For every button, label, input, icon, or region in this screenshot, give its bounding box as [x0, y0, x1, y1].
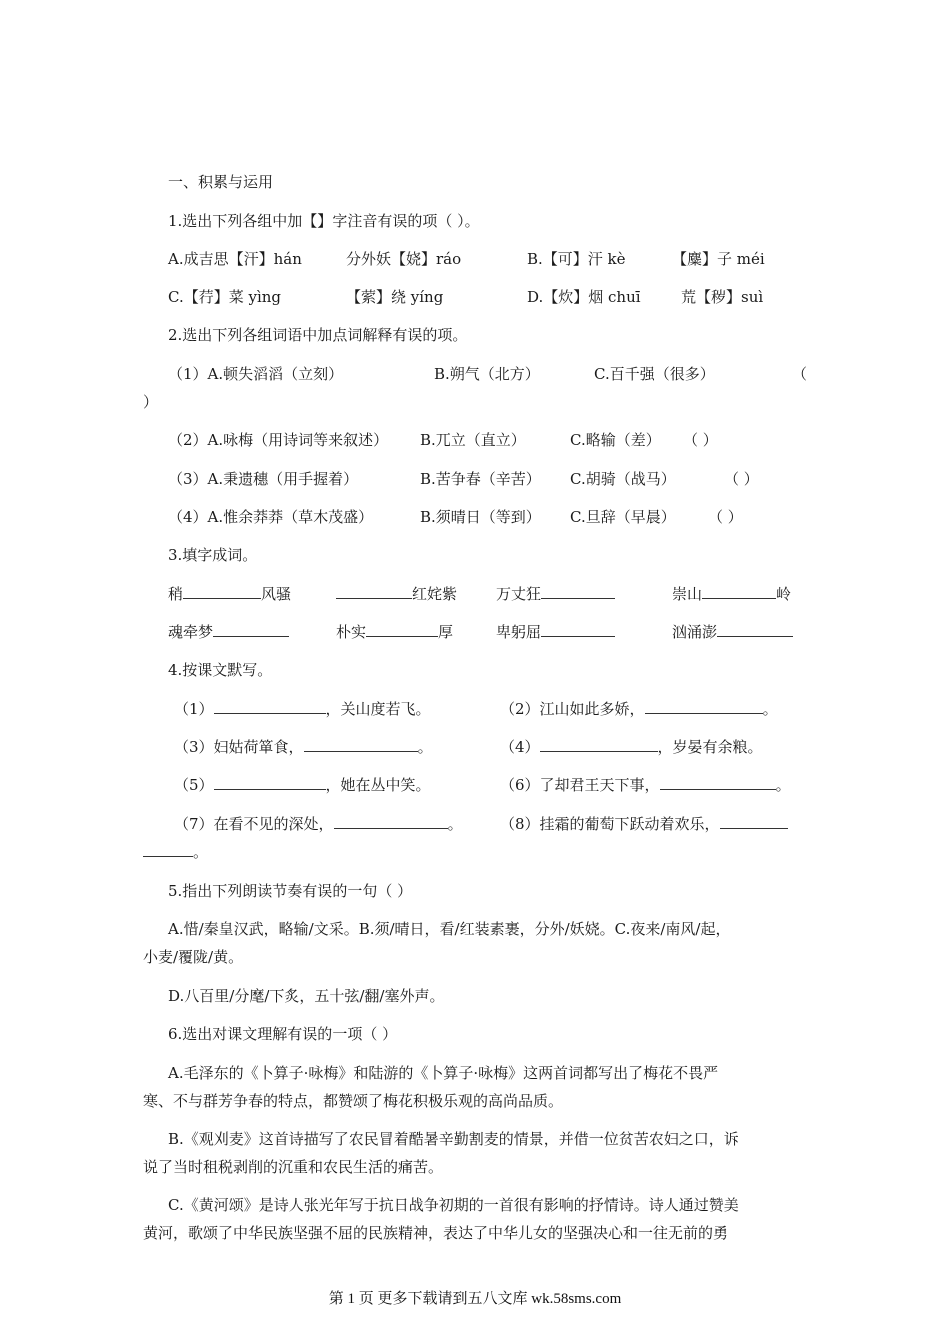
fill-blank[interactable] [645, 699, 763, 714]
q2-stem: 2.选出下列各组词语中加点词解释有误的项。 [168, 326, 468, 344]
q5-options-abc: A.惜/秦皇汉武，略输/文采。B.须/晴日，看/红装素裹，分外/妖娆。C.夜来/南风/起， [168, 920, 731, 938]
q2-g2-b: B.兀立（直立） [420, 431, 526, 449]
q1-option-d2: 荒【秽】suì [681, 288, 764, 306]
q4-item-7: （7）在看不见的深处， 。 [174, 815, 463, 833]
q4-item-2: （2）江山如此多娇， 。 [500, 700, 778, 718]
q3-word-1: 稍 风骚 [168, 585, 292, 603]
q1-option-b2: 【麋】子 méi [672, 250, 765, 268]
fill-blank[interactable] [366, 622, 438, 637]
q1-option-b1: B.【可】汗 kè [527, 250, 626, 268]
q2-g1-b: B.朔气（北方） [434, 365, 540, 383]
fill-blank[interactable] [541, 622, 615, 637]
fill-blank[interactable] [540, 737, 658, 752]
q4-stem: 4.按课文默写。 [168, 661, 273, 679]
q3-word-5: 魂牵梦 [168, 622, 289, 642]
page-footer: 第 1 页 更多下载请到五八文库 wk.58sms.com [328, 1291, 622, 1307]
q2-g2-c: C.略输（差） [570, 431, 661, 449]
q2-g1-paren-open: （ [792, 365, 808, 383]
q3-word-2: 红姹紫 [336, 584, 457, 604]
q6-option-b: B.《观刈麦》这首诗描写了农民冒着酷暑辛勤割麦的情景，并借一位贫苦农妇之口，诉 [168, 1130, 739, 1148]
q2-g3-a: （3）A.秉遗穗（用手握着） [168, 470, 359, 488]
fill-blank[interactable] [213, 622, 289, 637]
fill-blank[interactable] [334, 814, 448, 829]
fill-blank[interactable] [183, 584, 261, 599]
q2-g1-paren-close: ） [143, 393, 159, 411]
fill-blank[interactable] [336, 584, 412, 599]
q2-g3-c: C.胡骑（战马） [570, 470, 676, 488]
q2-g2-paren: （ ） [683, 431, 718, 449]
fill-blank[interactable] [717, 622, 793, 637]
q5-stem: 5.指出下列朗读节奏有误的一句（ ） [168, 882, 413, 900]
q3-word-7: 卑躬屈 [496, 622, 615, 642]
section-heading: 一、积累与运用 [168, 173, 274, 191]
q4-item-1: （1） ，关山度若飞。 [174, 700, 431, 718]
q2-g1-a: （1）A.顿失滔滔（立刻） [168, 365, 344, 383]
q3-word-3: 万丈狂 [496, 584, 615, 604]
q4-item-8-wrap: 。 [143, 842, 208, 862]
q2-g4-a: （4）A.惟余莽莽（草木茂盛） [168, 508, 374, 526]
q1-option-a2: 分外妖【娆】ráo [346, 250, 462, 268]
q3-word-8: 汹涌澎 [672, 622, 793, 642]
fill-blank[interactable] [214, 775, 326, 790]
q2-g2-a: （2）A.咏梅（用诗词等来叙述） [168, 431, 389, 449]
q6-option-c: C.《黄河颂》是诗人张光年写于抗日战争初期的一首很有影响的抒情诗。诗人通过赞美 [168, 1196, 739, 1214]
fill-blank[interactable] [702, 584, 776, 599]
q4-item-4: （4） ，岁晏有余粮。 [500, 738, 763, 756]
q6-option-a: A.毛泽东的《卜算子·咏梅》和陆游的《卜算子·咏梅》这两首词都写出了梅花不畏严 [168, 1064, 719, 1082]
q6-option-b-cont: 说了当时租税剥削的沉重和农民生活的痛苦。 [143, 1158, 444, 1176]
q4-item-8: （8）挂霜的葡萄下跃动着欢乐， [500, 814, 788, 834]
q4-item-6: （6）了却君王天下事， 。 [500, 776, 791, 794]
q6-stem: 6.选出对课文理解有误的一项（ ） [168, 1025, 398, 1043]
q1-option-c1: C.【荇】菜 yìng [168, 288, 282, 306]
fill-blank[interactable] [541, 584, 615, 599]
fill-blank[interactable] [143, 842, 193, 857]
q2-g4-b: B.须晴日（等到） [420, 508, 541, 526]
fill-blank[interactable] [660, 775, 776, 790]
q5-option-d: D.八百里/分麾/下炙，五十弦/翻/塞外声。 [168, 987, 445, 1005]
q2-g4-c: C.旦辞（早晨） [570, 508, 676, 526]
q1-option-d1: D.【炊】烟 chuī [527, 288, 641, 306]
q3-stem: 3.填字成词。 [168, 546, 258, 564]
q4-item-5: （5） ，她在丛中笑。 [174, 776, 431, 794]
q2-g3-b: B.苦争春（辛苦） [420, 470, 541, 488]
q4-item-3: （3）妇姑荷箪食， 。 [174, 738, 433, 756]
q1-stem: 1.选出下列各组中加【】字注音有误的项（ ）。 [168, 212, 480, 230]
q3-word-6: 朴实 厚 [336, 623, 454, 641]
q3-word-4: 崇山 岭 [672, 585, 792, 603]
q2-g1-c: C.百千强（很多） [594, 365, 715, 383]
q5-options-abc-cont: 小麦/覆陇/黄。 [143, 948, 244, 966]
q1-option-c2: 【萦】绕 yíng [346, 288, 444, 306]
q6-option-c-cont: 黄河，歌颂了中华民族坚强不屈的民族精神，表达了中华儿女的坚强决心和一往无前的勇 [143, 1224, 729, 1242]
q1-option-a1: A.成吉思【汗】hán [168, 250, 302, 268]
fill-blank[interactable] [720, 814, 788, 829]
q6-option-a-cont: 寒、不与群芳争春的特点，都赞颂了梅花积极乐观的高尚品质。 [143, 1092, 564, 1110]
fill-blank[interactable] [214, 699, 326, 714]
q2-g4-paren: （ ） [708, 508, 743, 526]
q2-g3-paren: （ ） [724, 470, 759, 488]
fill-blank[interactable] [304, 737, 418, 752]
